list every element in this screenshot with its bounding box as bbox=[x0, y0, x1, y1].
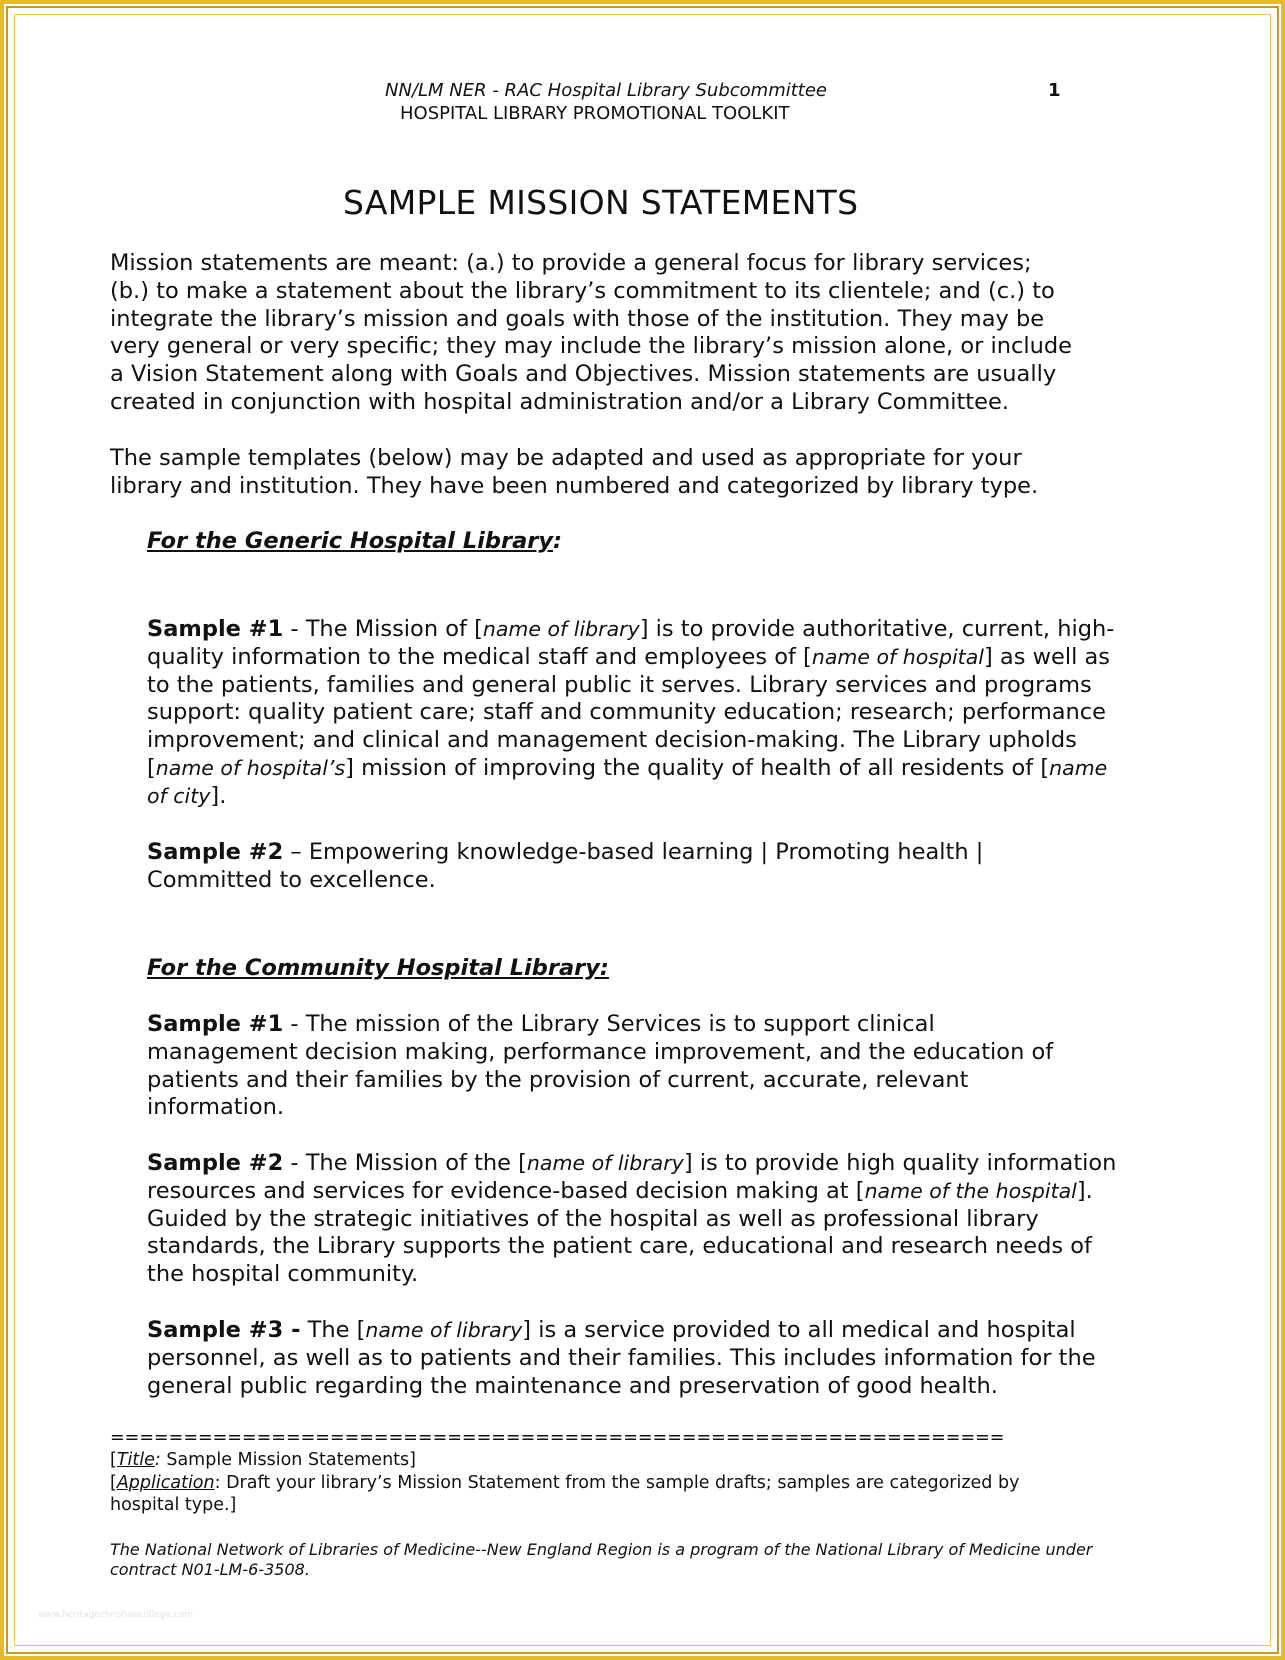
intro-paragraph-1: Mission statements are meant: (a.) to provide a general focus for library services; (b.) to make a statement about the library’s commitment to its clientele; and (c.) to integrate the library’s mission and goals with those of the institution. They may be very general or very specific; they may include the library’s mission alone, or include a Vision Statement along with Goals and Objectives. Mission statements are usually created in conjunction with hospital administration and/or a Library Committee. bbox=[110, 250, 1073, 415]
header-subcommittee: NN/LM NER - RAC Hospital Library Subcommittee bbox=[385, 80, 827, 101]
community-sample-3 bbox=[147, 1317, 1127, 1400]
sample-text: – Empowering knowledge-based learning | Promoting health | Committed to excellence. bbox=[147, 839, 984, 893]
sample-label: Sample #1 bbox=[147, 1011, 284, 1037]
placeholder-text: name of hospital’s bbox=[155, 755, 346, 780]
footer-credit: The National Network of Libraries of Medicine--New England Region is a program of the National Library of Medicine under contract N01-LM-6-3508. bbox=[110, 1540, 1093, 1579]
sample-text: ] is to provide authoritative, current, high-quality information to the medical staff and employees of [ bbox=[147, 616, 1115, 670]
watermark: www.heritagechristiancollege.com bbox=[38, 1610, 193, 1620]
footer-application-line: [Application: Draft your library’s Mission Statement from the sample drafts; samples are categorized by bbox=[110, 1473, 1020, 1493]
placeholder-text: name of library bbox=[482, 617, 640, 641]
header-toolkit: HOSPITAL LIBRARY PROMOTIONAL TOOLKIT bbox=[400, 103, 790, 124]
page-title: SAMPLE MISSION STATEMENTS bbox=[343, 183, 859, 222]
section-heading-colon: : bbox=[553, 528, 563, 554]
sample-text: ] is a service provided to all medical and hospital personnel, as well as to patients and their families. This includes information for the general public regarding the maintenance and preservation of good health. bbox=[147, 1317, 1096, 1399]
sample-text: ]. bbox=[210, 782, 227, 809]
generic-sample-2 bbox=[147, 839, 1007, 895]
sample-text: - The Mission of the [ bbox=[283, 1150, 527, 1176]
section-heading-community bbox=[147, 955, 609, 981]
sample-text: The [ bbox=[300, 1317, 366, 1343]
sample-text: - The mission of the Library Services is to support clinical management decision making, performance improvement, and the education of patients and their families by the provision of current, accurate, relevant information. bbox=[147, 1011, 1054, 1121]
community-sample-1 bbox=[147, 1011, 1087, 1122]
sample-text: - The Mission of [ bbox=[283, 616, 483, 642]
footer-application-line-2: hospital type.] bbox=[110, 1495, 237, 1515]
sample-text: ] as well as to the patients, families and general public it serves. Library services and programs support: quality patient care; staff and community education; research; performance improvement; and clinical and management decision-making. The Library upholds [ bbox=[147, 643, 1110, 781]
footer-title-line: [Title: Sample Mission Statements] bbox=[110, 1450, 416, 1470]
sample-text: ] mission of improving the quality of health of all residents of [ bbox=[345, 754, 1050, 781]
footer-title-label: Title bbox=[116, 1450, 155, 1470]
sample-label: Sample #2 bbox=[147, 1150, 284, 1176]
intro-paragraph-2: The sample templates (below) may be adapted and used as appropriate for your library and institution. They have been numbered and categorized by library type. bbox=[110, 445, 1039, 499]
footer-title-text: Sample Mission Statements] bbox=[160, 1450, 416, 1470]
sample-label: Sample #3 - bbox=[147, 1317, 301, 1343]
sample-label: Sample #2 bbox=[147, 839, 284, 865]
placeholder-text: name of the hospital bbox=[864, 1178, 1077, 1203]
sample-text: ]. Guided by the strategic initiatives of the hospital as well as professional library standards, the Library supports the patient care, educational and research needs of the hospital community. bbox=[147, 1177, 1093, 1288]
generic-sample-1 bbox=[147, 616, 1127, 811]
community-sample-2 bbox=[147, 1150, 1127, 1289]
section-heading-community-text: For the Community Hospital Library: bbox=[147, 955, 609, 981]
page-number: 1 bbox=[1048, 80, 1061, 101]
placeholder-text: name of hospital bbox=[811, 644, 984, 669]
footer-application-label: Application bbox=[116, 1473, 215, 1493]
placeholder-text: name of library bbox=[365, 1318, 523, 1342]
placeholder-text: name of city bbox=[147, 755, 1108, 808]
section-heading-generic-text: For the Generic Hospital Library bbox=[147, 528, 554, 554]
sample-text: ] is to provide high quality information resources and services for evidence-based decision making at [ bbox=[147, 1150, 1117, 1204]
sample-label: Sample #1 bbox=[147, 616, 284, 642]
footer-application-text: : Draft your library’s Mission Statement from the sample drafts; samples are categorized by bbox=[214, 1473, 1020, 1493]
section-heading-generic bbox=[147, 528, 562, 554]
footer-rule: ============================================================= bbox=[110, 1428, 1005, 1448]
placeholder-text: name of library bbox=[526, 1151, 684, 1175]
